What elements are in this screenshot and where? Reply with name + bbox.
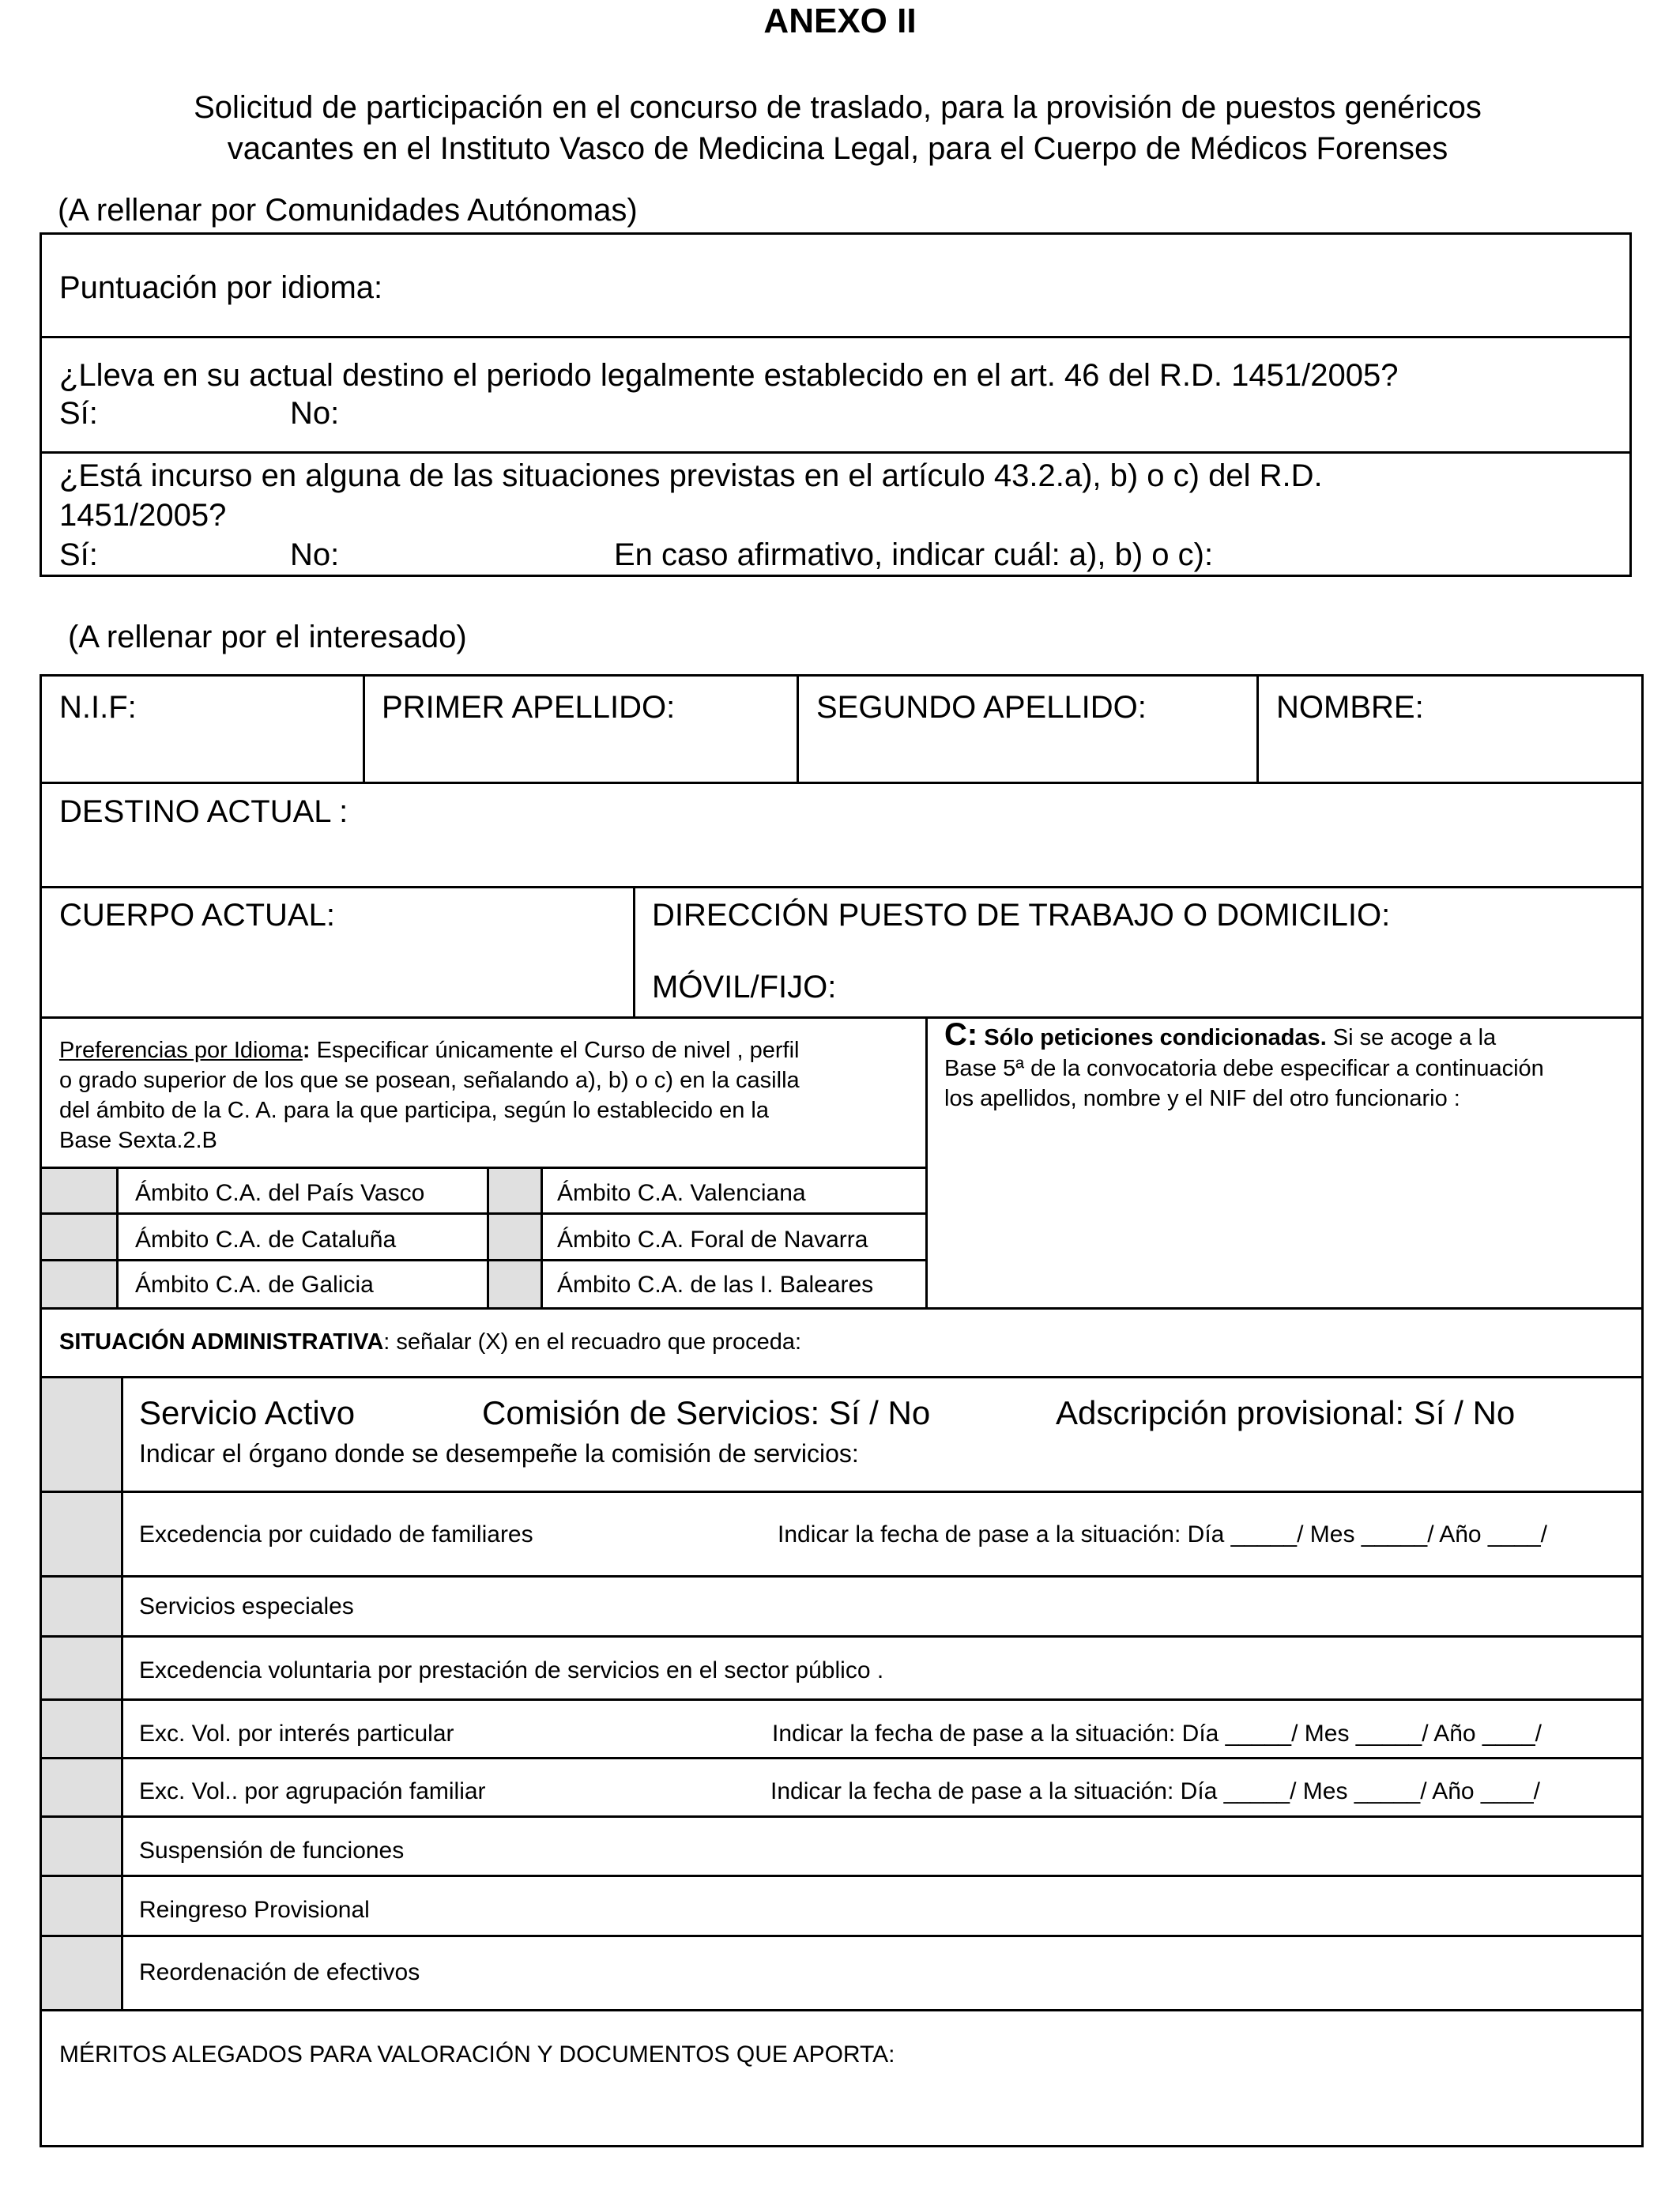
- direccion-field[interactable]: DIRECCIÓN PUESTO DE TRABAJO O DOMICILIO:: [652, 898, 1391, 933]
- q2-si-field[interactable]: Sí:: [59, 537, 98, 572]
- q2-no-field[interactable]: No:: [290, 537, 340, 572]
- divider: [42, 336, 1629, 338]
- puntuacion-idioma-field[interactable]: Puntuación por idioma:: [59, 270, 383, 305]
- preferencias-text: Preferencias por Idioma: Especificar únicamente el Curso de nivel , perfil o grado superior de los que se posean, señalando a), b) o c) en la casilla del ámbito de la C. A. para la que participa, según lo establecido en la Base Sexta.2.B: [59, 1038, 800, 1153]
- interesado-form: [40, 674, 1644, 2147]
- divider: [42, 1307, 1641, 1310]
- divider: [42, 1757, 1641, 1759]
- divider: [42, 1575, 1641, 1578]
- divider: [121, 1376, 123, 2009]
- divider: [1256, 677, 1259, 782]
- page-subtitle: [47, 87, 1628, 169]
- nif-field[interactable]: N.I.F:: [59, 690, 137, 725]
- excedencia-cuidado-fecha[interactable]: Indicar la fecha de pase a la situación: Día _____/ Mes _____/ Año ____/: [778, 1521, 1548, 1547]
- divider: [541, 1167, 543, 1307]
- preferencias-heading: Preferencias por Idioma: [59, 1038, 303, 1063]
- servicio-activo-label: Servicio Activo: [139, 1394, 356, 1431]
- divider: [42, 1491, 1641, 1493]
- ambito-checkbox-column-right: [489, 1169, 541, 1307]
- adscripcion-provisional-field[interactable]: Adscripción provisional: Sí / No: [1056, 1394, 1516, 1431]
- cuerpo-actual-field[interactable]: CUERPO ACTUAL:: [59, 898, 335, 933]
- reingreso-provisional-checkbox[interactable]: [42, 1877, 121, 1935]
- divider: [42, 1635, 1641, 1638]
- question-incurso-cont: 1451/2005?: [59, 498, 227, 533]
- question-destino: ¿Lleva en su actual destino el periodo legalmente establecido en el art. 46 del R.D. 1451/2005?: [59, 358, 1399, 393]
- exc-agrupacion-familiar-fecha[interactable]: Indicar la fecha de pase a la situación: Día _____/ Mes _____/ Año ____/: [770, 1778, 1541, 1804]
- suspension-funciones-checkbox[interactable]: [42, 1818, 121, 1875]
- page-title: ANEXO II: [763, 2, 917, 40]
- organo-comision-field[interactable]: Indicar el órgano donde se desempeñe la comisión de servicios:: [139, 1439, 859, 1468]
- divider: [116, 1167, 119, 1307]
- divider: [42, 1259, 928, 1261]
- destino-actual-field[interactable]: DESTINO ACTUAL :: [59, 794, 348, 829]
- divider: [42, 782, 1641, 784]
- servicios-especiales-checkbox[interactable]: [42, 1578, 121, 1635]
- divider: [42, 1376, 1641, 1378]
- comision-servicios-field[interactable]: Comisión de Servicios: Sí / No: [482, 1394, 931, 1431]
- subtitle-line-1: Solicitud de participación en el concurso de traslado, para la provisión de puestos genéricos: [194, 90, 1482, 125]
- ambito-baleares: Ámbito C.A. de las I. Baleares: [557, 1272, 874, 1298]
- primer-apellido-field[interactable]: PRIMER APELLIDO:: [382, 690, 676, 725]
- question-incurso: ¿Está incurso en alguna de las situaciones previstas en el artículo 43.2.a), b) o c) del R.D.: [59, 458, 1323, 493]
- reordenacion-efectivos-label: Reordenación de efectivos: [139, 1959, 420, 1985]
- divider: [42, 1815, 1641, 1818]
- ccaa-box: [40, 232, 1632, 577]
- divider: [797, 677, 799, 782]
- q2-afirmativo-field[interactable]: En caso afirmativo, indicar cuál: a), b) o c):: [614, 537, 1214, 572]
- condicionadas-field[interactable]: C: Sólo peticiones condicionadas. Si se acoge a la Base 5ª de la convocatoria debe especificar a continuación los apellidos, nombre y el NIF del otro funcionario :: [944, 1017, 1544, 1111]
- ambito-checkbox-column-left: [42, 1169, 116, 1307]
- ambito-pais-vasco: Ámbito C.A. del País Vasco: [135, 1180, 425, 1206]
- meritos-field[interactable]: MÉRITOS ALEGADOS PARA VALORACIÓN Y DOCUMENTOS QUE APORTA:: [59, 2041, 895, 2068]
- exc-interes-particular-checkbox[interactable]: [42, 1701, 121, 1757]
- servicio-activo-checkbox[interactable]: [42, 1378, 121, 1491]
- ccaa-section-label: (A rellenar por Comunidades Autónomas): [58, 193, 638, 228]
- ambito-cataluna: Ámbito C.A. de Cataluña: [135, 1227, 397, 1253]
- reingreso-provisional-label: Reingreso Provisional: [139, 1897, 370, 1923]
- divider: [42, 1212, 928, 1215]
- exc-interes-particular-label: Exc. Vol. por interés particular: [139, 1721, 454, 1747]
- divider: [42, 451, 1629, 454]
- divider: [633, 886, 635, 1019]
- q1-no-field[interactable]: No:: [290, 396, 340, 431]
- exc-agrupacion-familiar-label: Exc. Vol.. por agrupación familiar: [139, 1778, 486, 1804]
- divider: [363, 677, 365, 782]
- excedencia-cuidado-label: Excedencia por cuidado de familiares: [139, 1521, 533, 1547]
- divider: [42, 1875, 1641, 1877]
- excedencia-sector-publico-label: Excedencia voluntaria por prestación de servicios en el sector público .: [139, 1657, 884, 1683]
- subtitle-line-2: vacantes en el Instituto Vasco de Medicina Legal, para el Cuerpo de Médicos Forenses: [227, 131, 1448, 166]
- reordenacion-efectivos-checkbox[interactable]: [42, 1937, 121, 2009]
- divider: [925, 1016, 928, 1307]
- q1-si-field[interactable]: Sí:: [59, 396, 98, 431]
- servicios-especiales-label: Servicios especiales: [139, 1593, 354, 1619]
- excedencia-sector-publico-checkbox[interactable]: [42, 1638, 121, 1698]
- divider: [42, 1698, 1641, 1701]
- segundo-apellido-field[interactable]: SEGUNDO APELLIDO:: [816, 690, 1147, 725]
- ambito-valenciana: Ámbito C.A. Valenciana: [557, 1180, 806, 1206]
- exc-agrupacion-familiar-checkbox[interactable]: [42, 1759, 121, 1815]
- interesado-section-label: (A rellenar por el interesado): [68, 620, 467, 654]
- movil-fijo-field[interactable]: MÓVIL/FIJO:: [652, 970, 837, 1005]
- divider: [42, 1167, 928, 1169]
- exc-interes-particular-fecha[interactable]: Indicar la fecha de pase a la situación: Día _____/ Mes _____/ Año ____/: [772, 1721, 1543, 1747]
- suspension-funciones-label: Suspensión de funciones: [139, 1838, 405, 1864]
- nombre-field[interactable]: NOMBRE:: [1276, 690, 1424, 725]
- ambito-galicia: Ámbito C.A. de Galicia: [135, 1272, 374, 1298]
- divider: [42, 1935, 1641, 1937]
- divider: [42, 2009, 1641, 2011]
- ambito-navarra: Ámbito C.A. Foral de Navarra: [557, 1227, 868, 1253]
- divider: [42, 886, 1641, 888]
- situacion-heading: SITUACIÓN ADMINISTRATIVA: señalar (X) en el recuadro que proceda:: [59, 1329, 802, 1355]
- excedencia-cuidado-checkbox[interactable]: [42, 1493, 121, 1575]
